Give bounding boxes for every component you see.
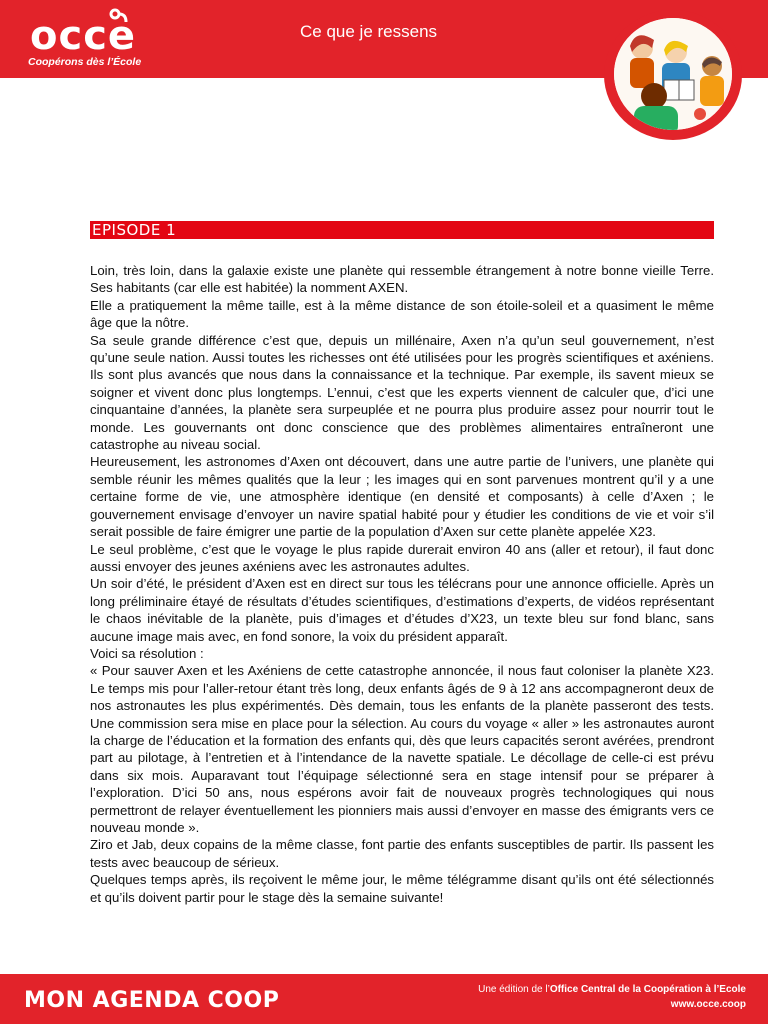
footer-bar — [0, 974, 768, 1024]
footer-org-name: Office Central de la Coopération à l’Ecole — [549, 984, 746, 995]
children-reading-illustration-icon — [614, 18, 732, 130]
logo-tagline: Coopérons dès l’École — [28, 56, 142, 68]
footer-credit-prefix: Une édition de l’ — [478, 984, 550, 995]
footer-url[interactable]: www.occe.coop — [670, 999, 746, 1010]
occe-logo[interactable] — [28, 8, 140, 72]
episode-label: EPISODE 1 — [92, 221, 177, 239]
page-title: Ce que je ressens — [300, 22, 438, 41]
paragraph: Loin, très loin, dans la galaxie existe une planète qui ressemble étrangement à notre bonne vieille Terre. Ses habitants (car elle est habitée) la nomment AXEN. — [90, 263, 714, 296]
paragraph: Quelques temps après, ils reçoivent le même jour, le même télégramme disant qu’ils ont été sélectionnés et qu’ils doivent partir pour le stage dès la semaine suivante! — [90, 872, 714, 905]
paragraph: Le seul problème, c’est que le voyage le plus rapide durerait environ 40 ans (aller et retour), il faut donc aussi envoyer des jeunes axéniens avec les astronautes adultes. — [90, 541, 714, 574]
paragraph: Voici sa résolution : — [90, 645, 204, 661]
paragraph: Heureusement, les astronomes d’Axen ont découvert, dans une autre partie de l’univers, une planète qui semble réunir les mêmes qualités que la leur ; les images qui en sont parvenues montrent qu’il y a une certaine forme de vie, une atmosphère identique (en densité et composants) à celle d’Axen ; le gouvernement envisage d’envoyer un navire spatial habité pour y étudier les conditions de vie et voir s’il serait possible de faire émigrer une partie de la population d’Axen sur cette planète appelée X23. — [90, 454, 714, 540]
story-text — [90, 262, 714, 906]
paragraph: Ziro et Jab, deux copains de la même classe, font partie des enfants susceptibles de partir. Ils passent les tests avec beaucoup de sérieux. — [90, 837, 714, 870]
footer-brand: MON AGENDA COOP — [24, 988, 280, 1013]
paragraph: Elle a pratiquement la même taille, est à la même distance de son étoile-soleil et a quasiment le même âge que la nôtre. — [90, 297, 714, 331]
logo-wordmark: occe — [30, 13, 137, 59]
paragraph: « Pour sauver Axen et les Axéniens de cette catastrophe annoncée, il nous faut coloniser la planète X23. Le temps mis pour l’aller-retour étant très long, deux enfants âgés de 9 à 12 ans accompagneront deux de nos astronautes les plus expérimentés. Dès demain, tous les enfants de la planète passeront des tests. Une commission sera mise en place pour la sélection. Au cours du voyage « aller » les astronautes auront la charge de l’éducation et la formation des enfants qui, dès que leurs capacités seront avérées, prendront part au pilotage, à l’entretien et à l’intendance de la navette spatiale. Le décollage de celle-ci est prévu dans six mois. Auparavant tout l’équipage sélectionné sera en stage intensif pour se préparer à l’exploration. D’ici 50 ans, nous espérons avoir fait de nouveaux progrès technologiques qui nous permettront de relayer éventuellement les pionniers mais aussi d’envoyer en masse des émigrants vers ce nouveau monde ». — [90, 663, 714, 835]
episode-banner — [90, 221, 714, 239]
footer-credit — [478, 982, 746, 1012]
children-illustration — [614, 18, 732, 130]
illustration-badge — [604, 10, 742, 140]
paragraph: Sa seule grande différence c’est que, depuis un millénaire, Axen n’a qu’un seul gouvernement, n’est qu’une seule nation. Aussi toutes les richesses ont été utilisées pour les progrès scientifiques et axéniens. Ils sont plus avancés que nous dans la connaissance et la technique. Par exemple, ils savent mieux se soigner et vivent donc plus longtemps. L’ennui, c’est que les experts viennent de calculer que, d’ici une cinquantaine d’années, la planète sera surpeuplée et ne pourra plus produire assez pour nourrir tout le monde. Les gouvernants ont donc conscience que des problèmes alimentaires entraîneront une catastrophe au niveau social. — [90, 332, 714, 453]
paragraph: Un soir d’été, le président d’Axen est en direct sur tous les télécrans pour une annonce officielle. Après un long préliminaire étayé de résultats d’études scientifiques, d’estimations d’experts, de vidéos représentant le chaos inévitable de la planète, puis d’images et d’études d’X23, un texte bleu sur fond blanc, sans aucune image mais avec, en fond sonore, la voix du président apparaît. — [90, 576, 714, 644]
